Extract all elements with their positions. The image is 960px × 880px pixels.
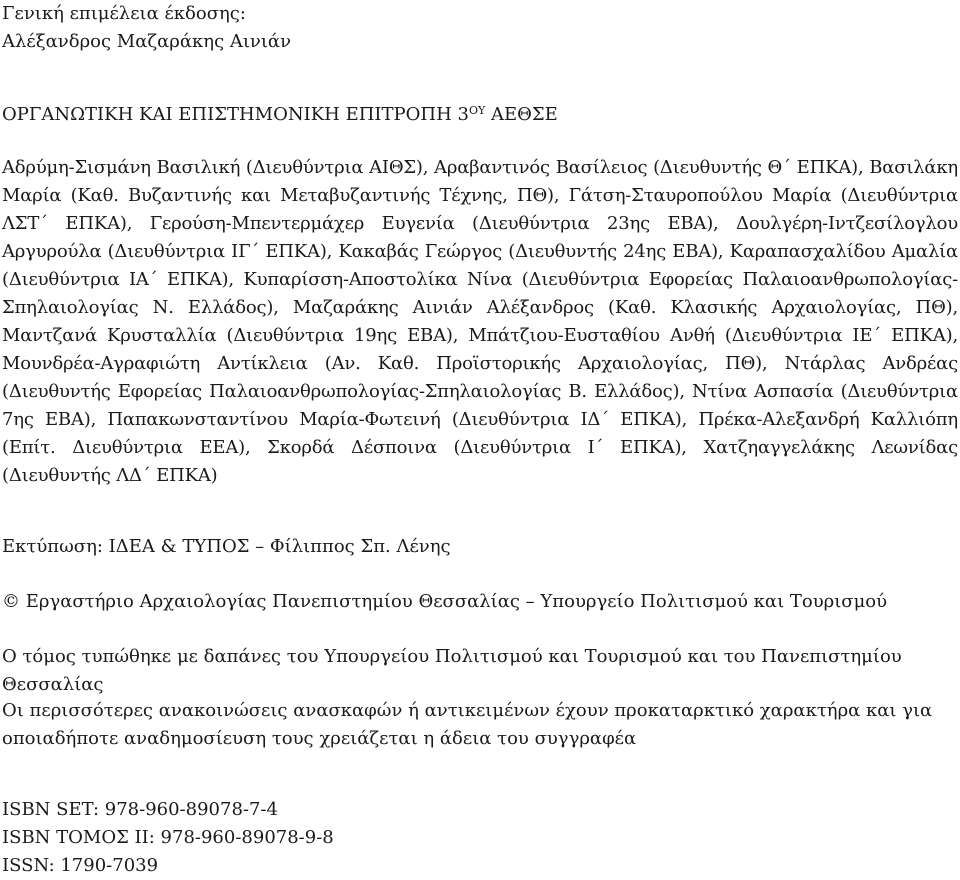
- copyright-icon: ©: [2, 591, 20, 612]
- editor-name: Αλέξανδρος Μαζαράκης Αινιάν: [2, 31, 292, 52]
- credits-label: Γενική επιμέλεια έκδοσης:: [2, 3, 246, 24]
- copyright-notice: [2, 588, 958, 616]
- funding-note: Ο τόμος τυπώθηκε με δαπάνες του Υπουργείου Πολιτισμού και Τουρισμού και του Πανεπιστημίου Θεσσαλίας: [2, 646, 902, 695]
- committee-heading-suffix: ΑΕΘΣΕ: [485, 104, 558, 125]
- printing-credit: Εκτύπωση: ΙΔΕΑ & ΤΥΠΟΣ – Φίλιππος Σπ. Λένης: [2, 536, 451, 557]
- isbn-block: [2, 796, 958, 880]
- isbn-set: ISBN SET: 978-960-89078-7-4: [2, 799, 278, 820]
- isbn-volume: ISBN ΤΟΜΟΣ ΙΙ: 978-960-89078-9-8: [2, 827, 334, 848]
- editorial-credits: [2, 0, 958, 56]
- copyright-text: Εργαστήριο Αρχαιολογίας Πανεπιστημίου Θεσσαλίας – Υπουργείο Πολιτισμού και Τουρισμού: [25, 591, 888, 612]
- committee-heading: [2, 101, 958, 129]
- committee-heading-superscript: ΟΥ: [468, 104, 486, 117]
- publication-notice: Οι περισσότερες ανακοινώσεις ανασκαφών ή αντικειμένων έχουν προκαταρκτικό χαρακτήρα και για οποιαδήποτε αναδημοσίευση τους χρειάζεται η άδεια του συγγραφέα: [2, 700, 933, 749]
- issn: ISSN: 1790-7039: [2, 855, 159, 876]
- committee-members-paragraph: Αδρύμη-Σισμάνη Βασιλική (Διευθύντρια ΑΙΘΣ), Αραβαντινός Βασίλειος (Διευθυντής Θ΄ ΕΠΚΑ), Βασιλάκη Μαρία (Καθ. Βυζαντινής και Μεταβυζαντινής Τέχνης, ΠΘ), Γάτση-Σταυροπούλου Μαρία (Διευθύντρια ΛΣΤ΄ ΕΠΚΑ), Γερούση-Μπεντερμάχερ Ευγενία (Διευθύντρια 23ης ΕΒΑ), Δουλγέρη-Ιντζεσίλογλου Αργυρούλα (Διευθύντρια ΙΓ΄ ΕΠΚΑ), Κακαβάς Γεώργος (Διευθυντής 24ης ΕΒΑ), Καραπασχαλίδου Αμαλία (Διευθύντρια ΙΑ΄ ΕΠΚΑ), Κυπαρίσση-Αποστολίκα Νίνα (Διευθύντρια Εφορείας Παλαιοανθρωπολογίας-Σπηλαιολογίας Ν. Ελλάδος), Μαζαράκης Αινιάν Αλέξανδρος (Καθ. Κλασικής Αρχαιολογίας, ΠΘ), Μαντζανά Κρυσταλλία (Διευθύντρια 19ης ΕΒΑ), Μπάτζιου-Ευσταθίου Ανθή (Διευθύντρια ΙΕ΄ ΕΠΚΑ), Μουνδρέα-Αγραφιώτη Αντίκλεια (Αν. Καθ. Προϊστορικής Αρχαιολογίας, ΠΘ), Ντάρλας Ανδρέας (Διευθυντής Εφορείας Παλαιοανθρωπολογίας-Σπηλαιολογίας Β. Ελλάδος), Ντίνα Ασπασία (Διευθύντρια 7ης ΕΒΑ), Παπακωνσταντίνου Μαρία-Φωτεινή (Διευθύντρια ΙΔ΄ ΕΠΚΑ), Πρέκα-Αλεξανδρή Καλλιόπη (Επίτ. Διευθύντρια ΕΕΑ), Σκορδά Δέσποινα (Διευθύντρια Ι΄ ΕΠΚΑ), Χατζηαγγελάκης Λεωνίδας (Διευθυντής ΛΔ΄ ΕΠΚΑ): [2, 157, 958, 486]
- committee-heading-text: ΟΡΓΑΝΩΤΙΚΗ ΚΑΙ ΕΠΙΣΤΗΜΟΝΙΚΗ ΕΠΙΤΡΟΠΗ 3: [2, 104, 469, 125]
